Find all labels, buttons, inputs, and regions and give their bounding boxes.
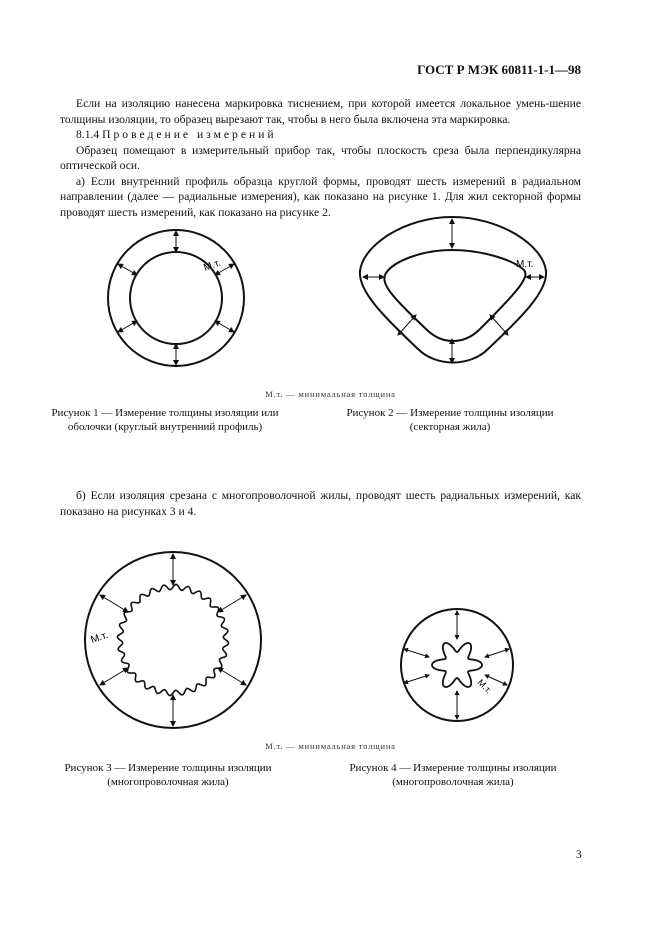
caption-line: (многопроволочная жила) — [392, 776, 514, 788]
fig4-measure-left — [404, 649, 429, 657]
fig3-measure-lower-left — [100, 668, 128, 685]
figure-4-caption — [333, 761, 573, 789]
figure-2-caption — [330, 406, 570, 434]
section-number: 8.1.4 — [76, 128, 100, 141]
text-block-top — [60, 96, 581, 220]
fig2-mt-label: М.т. — [516, 259, 534, 270]
caption-line: (многопроволочная жила) — [107, 776, 229, 788]
paragraph-stranded: б) Если изоляция срезана с многопроволочной жилы, проводят шесть радиальных измерений, как показано на рисунках 3 и 4. — [60, 489, 581, 518]
fig1-measure-lower-right — [215, 321, 234, 332]
caption-line: (секторная жила) — [409, 421, 491, 433]
text-block-bottom — [60, 488, 581, 519]
document-header: ГОСТ Р МЭК 60811-1-1—98 — [417, 62, 581, 77]
fig3-measure-upper-left — [100, 595, 128, 612]
figure-2-drawing — [350, 205, 555, 377]
fig2-measure-lower-right — [490, 315, 508, 335]
fig1-mt-label: М.т. — [202, 257, 223, 274]
paragraph-placement: Образец помещают в измерительный прибор так, чтобы плоскость среза была перпендикулярна оптической оси. — [60, 143, 581, 172]
figure-1-caption — [45, 406, 285, 434]
fig4-measure-lower-left — [404, 675, 429, 683]
fig3-measure-upper-right — [218, 595, 246, 612]
note-minimal-thickness-2: М.т. — минимальная толщина — [265, 741, 396, 751]
fig4-measure-right — [485, 649, 509, 657]
fig2-measure-lower-left — [398, 315, 416, 335]
fig1-measure-upper-left — [118, 264, 137, 275]
caption-line: оболочки (круглый внутренний профиль) — [67, 421, 263, 433]
fig4-mt-label: М.т. — [475, 677, 494, 696]
fig4-stranded-core — [432, 643, 482, 687]
figure-3-caption — [48, 761, 288, 789]
fig1-measure-lower-left — [118, 321, 137, 332]
caption-line: Рисунок 4 — Измерение толщины изоляции — [349, 762, 557, 774]
section-heading — [60, 127, 581, 143]
figure-3-drawing — [78, 545, 268, 735]
note-minimal-thickness-1: М.т. — минимальная толщина — [265, 389, 396, 399]
caption-line: Рисунок 2 — Измерение толщины изоляции — [346, 407, 554, 419]
caption-line: Рисунок 3 — Измерение толщины изоляции — [64, 762, 272, 774]
fig3-stranded-core — [117, 584, 228, 695]
paragraph-marking: Если на изоляцию нанесена маркировка тиснением, при которой имеется локальное умень-шение толщины изоляции, то образец вырезают так, чтобы в него была включена эта маркировка. — [60, 97, 581, 126]
caption-line: Рисунок 1 — Измерение толщины изоляции или — [51, 407, 279, 419]
page-number: 3 — [576, 849, 582, 861]
section-title: Проведение измерений — [102, 128, 277, 141]
paragraph-circular: а) Если внутренний профиль образца круглой формы, проводят шесть измерений в радиальном направлении (далее — радиальные измерения), как показано на рисунке 1. Для жил секторной формы проводят шесть измерений, как показано на рисунке 2. — [60, 174, 581, 219]
fig3-mt-label: М.т. — [89, 630, 110, 646]
fig3-measure-lower-right — [218, 668, 246, 685]
figure-1-drawing — [95, 222, 265, 382]
figure-4-drawing — [395, 605, 525, 730]
